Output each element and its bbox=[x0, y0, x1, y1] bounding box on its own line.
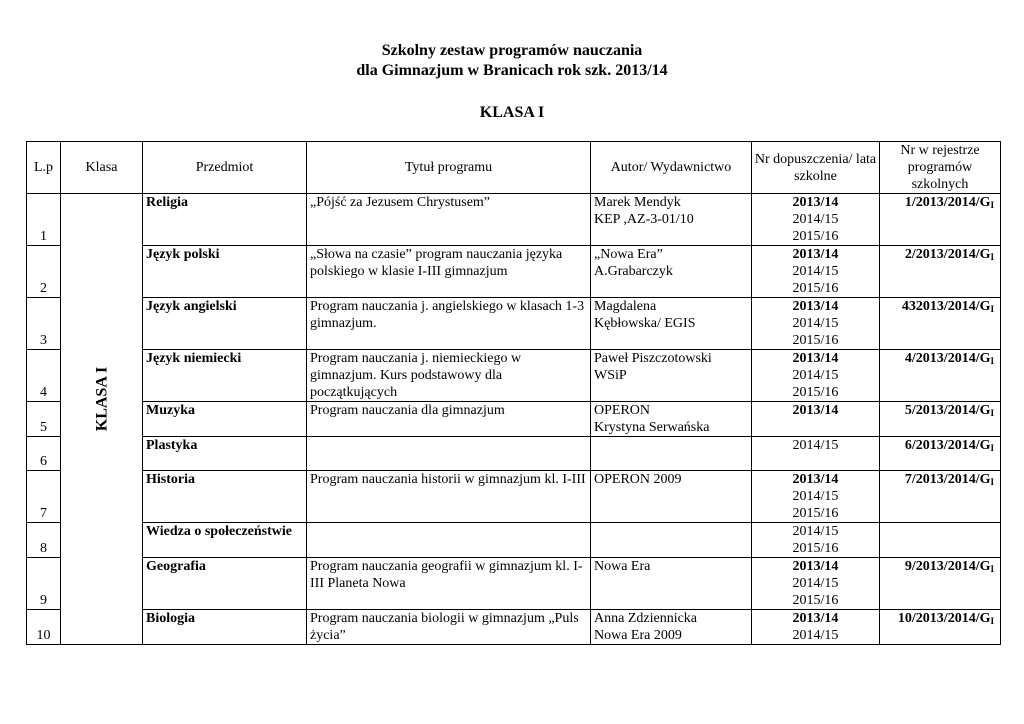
year-entry: 2014/15 bbox=[792, 212, 839, 227]
cell-lp: 1 bbox=[27, 194, 61, 246]
cell-register-number bbox=[880, 246, 1001, 298]
year-entry: 2014/15 bbox=[792, 438, 839, 453]
register-number: 2/2013/2014/G bbox=[904, 247, 991, 262]
cell-register-number bbox=[880, 402, 1001, 437]
cell-lp: 3 bbox=[27, 298, 61, 350]
cell-title: „Pójść za Jezusem Chrystusem” bbox=[307, 194, 591, 246]
year-entry: 2013/14 bbox=[792, 351, 839, 366]
cell-title: Program nauczania biologii w gimnazjum „Puls życia” bbox=[307, 610, 591, 645]
cell-register-number bbox=[880, 350, 1001, 402]
table-row bbox=[27, 350, 1001, 402]
register-number: 10/2013/2014/G bbox=[897, 611, 991, 626]
cell-author: OPERON Krystyna Serwańska bbox=[591, 402, 752, 437]
year-entry: 2014/15 bbox=[792, 628, 839, 643]
cell-author: Marek Mendyk KEP ,AZ-3-01/10 bbox=[591, 194, 752, 246]
cell-subject: Religia bbox=[143, 194, 307, 246]
programs-table bbox=[26, 141, 1001, 645]
klasa-vertical-label: KLASA I bbox=[93, 366, 110, 432]
cell-author: Nowa Era bbox=[591, 558, 752, 610]
cell-subject: Język polski bbox=[143, 246, 307, 298]
document-title-line2: dla Gimnazjum w Branicach rok szk. 2013/14 bbox=[356, 62, 668, 79]
year-entry: 2014/15 bbox=[792, 489, 839, 504]
year-entry: 2014/15 bbox=[792, 368, 839, 383]
cell-years bbox=[752, 610, 880, 645]
header-nr-dopuszczenia: Nr dopuszczenia/ lata szkolne bbox=[752, 142, 880, 194]
cell-author bbox=[591, 523, 752, 558]
table-row bbox=[27, 194, 1001, 246]
header-nr-rejestr: Nr w rejestrze programów szkolnych bbox=[880, 142, 1001, 194]
cell-title: Program nauczania j. angielskiego w klasach 1-3 gimnazjum. bbox=[307, 298, 591, 350]
cell-years bbox=[752, 558, 880, 610]
register-number: 4/2013/2014/G bbox=[904, 351, 991, 366]
cell-author: Magdalena Kębłowska/ EGIS bbox=[591, 298, 752, 350]
cell-title: Program nauczania geografii w gimnazjum kl. I-III Planeta Nowa bbox=[307, 558, 591, 610]
year-entry: 2014/15 bbox=[792, 576, 839, 591]
register-subscript: I bbox=[990, 477, 994, 487]
cell-subject: Historia bbox=[143, 471, 307, 523]
cell-register-number bbox=[880, 610, 1001, 645]
cell-subject: Muzyka bbox=[143, 402, 307, 437]
cell-lp: 8 bbox=[27, 523, 61, 558]
year-entry: 2013/14 bbox=[792, 611, 839, 626]
table-row bbox=[27, 402, 1001, 437]
table-row bbox=[27, 610, 1001, 645]
cell-subject: Biologia bbox=[143, 610, 307, 645]
cell-years bbox=[752, 350, 880, 402]
table-row bbox=[27, 298, 1001, 350]
header-autor: Autor/ Wydawnictwo bbox=[591, 142, 752, 194]
cell-register-number bbox=[880, 437, 1001, 471]
cell-subject: Język angielski bbox=[143, 298, 307, 350]
cell-title: Program nauczania historii w gimnazjum kl. I-III bbox=[307, 471, 591, 523]
year-entry: 2015/16 bbox=[792, 506, 839, 521]
year-entry: 2015/16 bbox=[792, 333, 839, 348]
register-subscript: I bbox=[990, 443, 994, 453]
cell-register-number bbox=[880, 298, 1001, 350]
cell-author: Anna Zdziennicka Nowa Era 2009 bbox=[591, 610, 752, 645]
table-row bbox=[27, 558, 1001, 610]
cell-lp: 7 bbox=[27, 471, 61, 523]
register-number: 1/2013/2014/G bbox=[904, 195, 991, 210]
cell-klasa bbox=[61, 194, 143, 645]
year-entry: 2014/15 bbox=[792, 316, 839, 331]
cell-subject: Język niemiecki bbox=[143, 350, 307, 402]
table-row bbox=[27, 471, 1001, 523]
year-entry: 2015/16 bbox=[792, 593, 839, 608]
cell-register-number bbox=[880, 471, 1001, 523]
cell-lp: 9 bbox=[27, 558, 61, 610]
cell-years bbox=[752, 523, 880, 558]
year-entry: 2013/14 bbox=[792, 403, 839, 418]
year-entry: 2015/16 bbox=[792, 229, 839, 244]
cell-lp: 6 bbox=[27, 437, 61, 471]
cell-lp: 10 bbox=[27, 610, 61, 645]
year-entry: 2015/16 bbox=[792, 281, 839, 296]
cell-subject: Geografia bbox=[143, 558, 307, 610]
cell-title: Program nauczania dla gimnazjum bbox=[307, 402, 591, 437]
cell-years bbox=[752, 471, 880, 523]
year-entry: 2013/14 bbox=[792, 195, 839, 210]
cell-years bbox=[752, 194, 880, 246]
register-subscript: I bbox=[990, 616, 994, 626]
cell-subject: Plastyka bbox=[143, 437, 307, 471]
class-heading: KLASA I bbox=[479, 104, 545, 121]
cell-years bbox=[752, 246, 880, 298]
register-number: 6/2013/2014/G bbox=[904, 438, 991, 453]
year-entry: 2015/16 bbox=[792, 385, 839, 400]
year-entry: 2013/14 bbox=[792, 299, 839, 314]
cell-lp: 5 bbox=[27, 402, 61, 437]
cell-register-number bbox=[880, 558, 1001, 610]
cell-years bbox=[752, 402, 880, 437]
register-subscript: I bbox=[990, 200, 994, 210]
cell-register-number bbox=[880, 194, 1001, 246]
cell-author bbox=[591, 437, 752, 471]
cell-author: OPERON 2009 bbox=[591, 471, 752, 523]
table-header-row bbox=[27, 142, 1001, 194]
cell-title bbox=[307, 523, 591, 558]
year-entry: 2014/15 bbox=[792, 264, 839, 279]
cell-subject: Wiedza o społeczeństwie bbox=[143, 523, 307, 558]
table-row bbox=[27, 437, 1001, 471]
cell-lp: 2 bbox=[27, 246, 61, 298]
register-subscript: I bbox=[990, 304, 994, 314]
year-entry: 2013/14 bbox=[792, 559, 839, 574]
table-row bbox=[27, 523, 1001, 558]
cell-title: Program nauczania j. niemieckiego w gimnazjum. Kurs podstawowy dla początkujących bbox=[307, 350, 591, 402]
year-entry: 2015/16 bbox=[792, 541, 839, 556]
header-klasa: Klasa bbox=[61, 142, 143, 194]
cell-years bbox=[752, 298, 880, 350]
register-subscript: I bbox=[990, 252, 994, 262]
year-entry: 2013/14 bbox=[792, 247, 839, 262]
header-tytul: Tytuł programu bbox=[307, 142, 591, 194]
register-subscript: I bbox=[990, 408, 994, 418]
register-number: 5/2013/2014/G bbox=[904, 403, 991, 418]
cell-lp: 4 bbox=[27, 350, 61, 402]
table-row bbox=[27, 246, 1001, 298]
cell-years bbox=[752, 437, 880, 471]
year-entry: 2013/14 bbox=[792, 472, 839, 487]
cell-title: „Słowa na czasie” program nauczania języka polskiego w klasie I-III gimnazjum bbox=[307, 246, 591, 298]
header-przedmiot: Przedmiot bbox=[143, 142, 307, 194]
cell-author: Paweł Piszczotowski WSiP bbox=[591, 350, 752, 402]
cell-author: „Nowa Era” A.Grabarczyk bbox=[591, 246, 752, 298]
register-number: 9/2013/2014/G bbox=[904, 559, 991, 574]
register-subscript: I bbox=[990, 564, 994, 574]
document-title-line1: Szkolny zestaw programów nauczania bbox=[381, 42, 643, 59]
header-lp: L.p bbox=[27, 142, 61, 194]
register-subscript: I bbox=[990, 356, 994, 366]
cell-title bbox=[307, 437, 591, 471]
register-number: 432013/2014/G bbox=[901, 299, 991, 314]
year-entry: 2014/15 bbox=[792, 524, 839, 539]
register-number: 7/2013/2014/G bbox=[904, 472, 991, 487]
cell-register-number bbox=[880, 523, 1001, 558]
